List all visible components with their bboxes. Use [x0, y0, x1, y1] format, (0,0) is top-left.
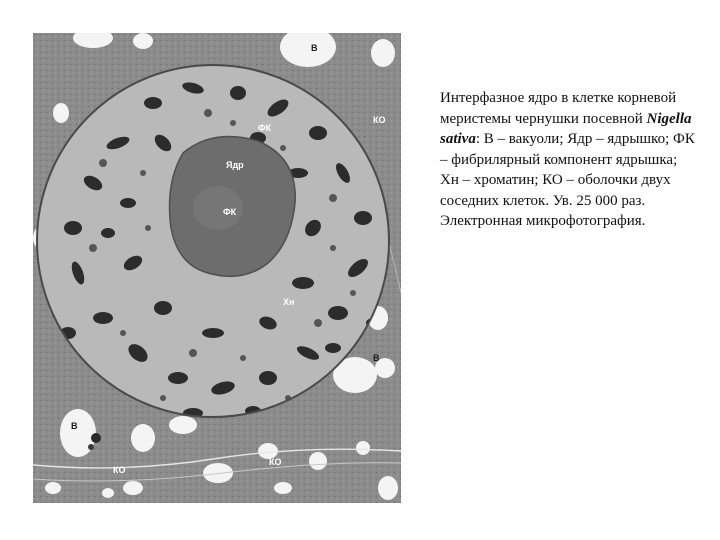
micrograph-image — [33, 33, 401, 503]
caption — [440, 88, 699, 232]
label-chromatin: Хн — [283, 297, 295, 307]
label-shell-top: КО — [373, 115, 386, 125]
label-nucleolus: Ядр — [226, 160, 244, 170]
label-vacuole-right: В — [373, 353, 380, 363]
label-vacuole-top: В — [311, 43, 318, 53]
label-shell-bottom-left: КО — [113, 465, 126, 475]
label-fibrillar: ФК — [223, 207, 237, 217]
electron-micrograph — [33, 33, 401, 503]
caption-text-after: : В – вакуоли; Ядр – ядрышко; ФК – фибрилярный компонент ядрышка; Хн – хроматин; КО – оболочки двух соседних клеток. Ув. 25 000 раз. Электронная микрофотография. — [440, 131, 699, 229]
caption-text-before: Интерфазное ядро в клетке корневой меристемы чернушки посевной — [440, 90, 680, 127]
caption-species: Nigella sativa — [440, 110, 696, 147]
label-shell-bottom-right: КО — [269, 457, 282, 467]
label-fibrillar-top: ФК — [258, 123, 272, 133]
label-vacuole-left: В — [71, 421, 78, 431]
